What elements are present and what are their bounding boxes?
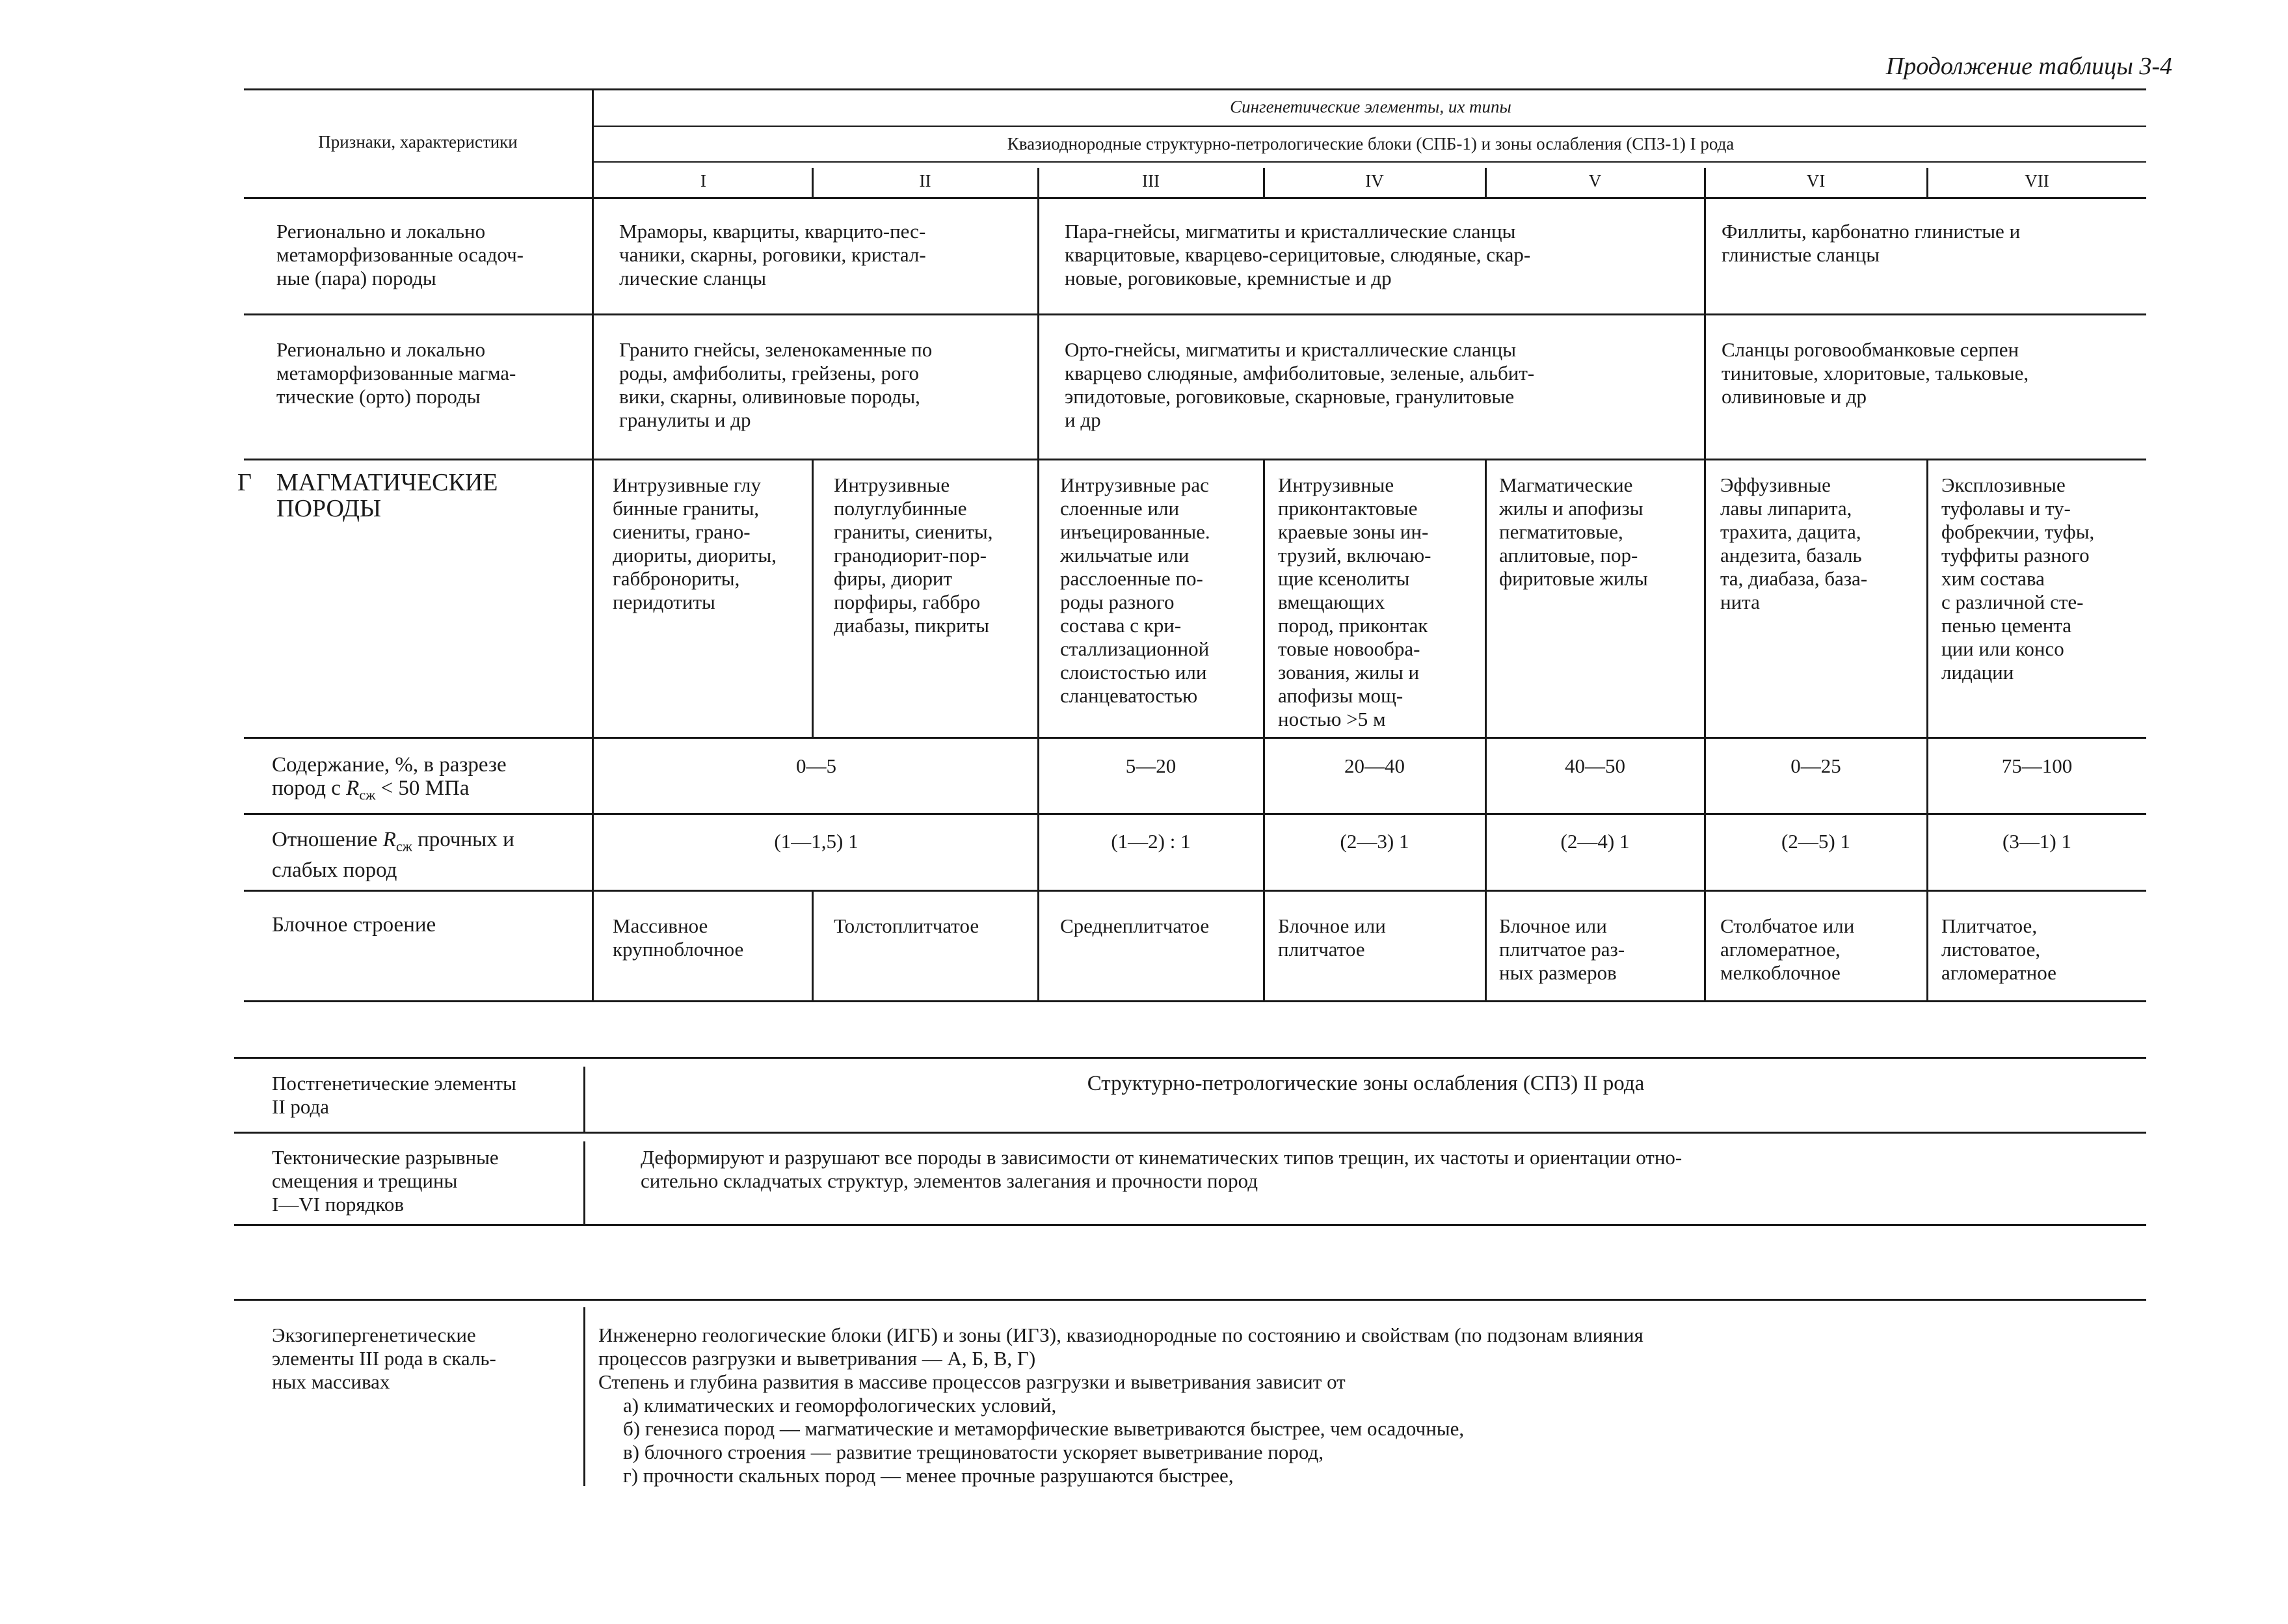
- ratio-value-v: (2—4) 1: [1560, 830, 1630, 853]
- type-header-ii: II: [919, 171, 931, 191]
- block-cell-i: Массивное крупноблочное: [613, 914, 744, 961]
- section-letter-g: Г: [237, 469, 252, 496]
- ratio-value-iv: (2—3) 1: [1340, 830, 1409, 853]
- magma-cell-i: Интрузивные глу бинные граниты, сиениты, грано- диориты, диориты, габбронориты, перидотиты: [613, 473, 777, 613]
- ratio-label-line2: слабых пород: [272, 858, 397, 882]
- block-cell-v: Блочное или плитчатое раз- ных размеров: [1499, 914, 1625, 984]
- content-value-v: 40—50: [1565, 754, 1625, 777]
- orto-cell-3-5: Орто-гнейсы, мигматиты и кристаллические сланцы кварцево слюдяные, амфиболитовые, зеленые, альбит- эпидотовые, роговиковые, скарновые, гранулитовые и др: [1065, 338, 1535, 431]
- row-label-ratio: [272, 828, 591, 882]
- type-header-i: I: [700, 171, 706, 191]
- orto-cell-1-2: Гранито гнейсы, зеленокаменные по роды, амфиболиты, грейзены, рого вики, скарны, оливиновые породы, гранулиты и др: [619, 338, 933, 431]
- block-cell-iv: Блочное или плитчатое: [1278, 914, 1386, 961]
- row-label-content: [272, 753, 591, 807]
- postgenetic-label: Постгенетические элементы II рода: [272, 1072, 516, 1118]
- magma-cell-iii: Интрузивные рас слоенные или инъецированные. жильчатые или расслоенные по- роды разного состава с кри- сталлизационной слоистостью или сланцеватостью: [1060, 473, 1210, 707]
- type-header-v: V: [1588, 171, 1602, 191]
- ratio-value-1-2: (1—1,5) 1: [774, 830, 858, 853]
- content-value-iv: 20—40: [1344, 754, 1405, 777]
- content-value-iii: 5—20: [1125, 754, 1177, 777]
- ratio-label-var: R: [382, 828, 396, 851]
- magma-cell-vii: Эксплозивные туфолавы и ту- фобрекчии, туфы, туффиты разного хим состава с различной сте- пенью цемента ции или консо лидации: [1941, 473, 2095, 684]
- content-value-1-2: 0—5: [796, 754, 836, 777]
- row-label-para: Регионально и локально метаморфизованные осадоч- ные (пара) породы: [276, 220, 524, 289]
- exogenetic-item-c: в) блочного строения — развитие трещиноватости ускоряет выветривание пород,: [623, 1441, 1324, 1463]
- tectonic-label: Тектонические разрывные смещения и трещины I—VI порядков: [272, 1146, 499, 1216]
- block-cell-ii: Толстоплитчатое: [834, 914, 979, 937]
- row-label-magma: МАГМАТИЧЕСКИЕ ПОРОДЫ: [276, 469, 498, 522]
- orto-cell-6-7: Сланцы роговообманковые серпен тинитовые, хлоритовые, тальковые, оливиновые и др: [1722, 338, 2029, 408]
- type-header-iv: IV: [1365, 171, 1384, 191]
- type-header-iii: III: [1142, 171, 1160, 191]
- exogenetic-item-b: б) генезиса пород — магматические и метаморфические выветриваются быстрее, чем осадочные,: [623, 1417, 1465, 1440]
- ratio-label-sub: сж: [395, 838, 412, 855]
- magma-cell-vi: Эффузивные лавы липарита, трахита, дацита, андезита, базаль та, диабаза, база- нита: [1720, 473, 1868, 613]
- ratio-label-pre: Отношение: [272, 828, 383, 851]
- content-value-vi: 0—25: [1790, 754, 1841, 777]
- content-label-var: R: [346, 777, 360, 800]
- ratio-value-iii: (1—2) : 1: [1111, 830, 1191, 853]
- row-label-block: Блочное строение: [272, 913, 436, 937]
- content-label-sub: сж: [359, 786, 376, 803]
- postgenetic-zones-title: Структурно-петрологические зоны ослабления (СПЗ) II рода: [1087, 1072, 1645, 1095]
- content-label-line2-pre: пород с: [272, 777, 347, 800]
- block-cell-vi: Столбчатое или агломератное, мелкоблочное: [1720, 914, 1855, 984]
- content-label-line2-post: < 50 МПа: [375, 777, 470, 800]
- header-syngenetic: Сингенетические элементы, их типы: [1230, 97, 1511, 116]
- type-header-vii: VII: [2025, 171, 2049, 191]
- ratio-label-post: прочных и: [412, 828, 514, 851]
- ratio-value-vii: (3—1) 1: [2002, 830, 2071, 853]
- block-cell-iii: Среднеплитчатое: [1060, 914, 1210, 937]
- exogenetic-label: Экзогипергенетические элементы III рода в скаль- ных массивах: [272, 1324, 496, 1393]
- magma-cell-iv: Интрузивные приконтактовые краевые зоны ин- трузий, включаю- щие ксенолиты вмещающих пород, приконтак товые новообра- зования, жилы и апофизы мощ- ностью >5 м: [1278, 473, 1431, 730]
- block-cell-vii: Плитчатое, листоватое, агломератное: [1941, 914, 2056, 984]
- header-features: Признаки, характеристики: [318, 132, 518, 152]
- exogenetic-intro: Инженерно геологические блоки (ИГБ) и зоны (ИГЗ), квазиоднородные по состоянию и свойствам (по подзонам влияния процессов разгрузки и выветривания — А, Б, В, Г) Степень и глубина развития в массиве процессов разгрузки и выветривания зависит от: [598, 1324, 1643, 1393]
- content-value-vii: 75—100: [2001, 754, 2073, 777]
- tectonic-description: Деформируют и разрушают все породы в зависимости от кинематических типов трещин, их частоты и ориентации отно- сительно складчатых структур, элементов залегания и прочности пород: [641, 1146, 1683, 1192]
- ratio-value-vi: (2—5) 1: [1781, 830, 1850, 853]
- para-cell-3-5: Пара-гнейсы, мигматиты и кристаллические сланцы кварцитовые, кварцево-серицитовые, слюдяные, скар- новые, роговиковые, кремнистые и др: [1065, 220, 1531, 289]
- exogenetic-item-d: г) прочности скальных пород — менее прочные разрушаются быстрее,: [623, 1464, 1234, 1487]
- exogenetic-item-a: а) климатических и геоморфологических условий,: [623, 1394, 1057, 1417]
- para-cell-6-7: Филлиты, карбонатно глинистые и глинистые сланцы: [1722, 220, 2021, 266]
- magma-cell-v: Магматические жилы и апофизы пегматитовые, аплитовые, пор- фиритовые жилы: [1499, 473, 1648, 590]
- row-label-orto: Регионально и локально метаморфизованные магма- тические (орто) породы: [276, 338, 516, 408]
- continuation-label: Продолжение таблицы 3-4: [1885, 53, 2172, 80]
- type-header-vi: VI: [1806, 171, 1826, 191]
- para-cell-1-2: Мраморы, кварциты, кварцито-пес- чаники, скарны, роговики, кристал- лические сланцы: [619, 220, 926, 289]
- header-quasi: Квазиоднородные структурно-петрологические блоки (СПБ-1) и зоны ослабления (СПЗ-1) I рода: [1007, 134, 1735, 153]
- magma-cell-ii: Интрузивные полуглубинные граниты, сиениты, гранодиорит-пор- фиры, диорит порфиры, габбро диабазы, пикриты: [834, 473, 993, 637]
- content-label-line1: Содержание, %, в разрезе: [272, 753, 507, 777]
